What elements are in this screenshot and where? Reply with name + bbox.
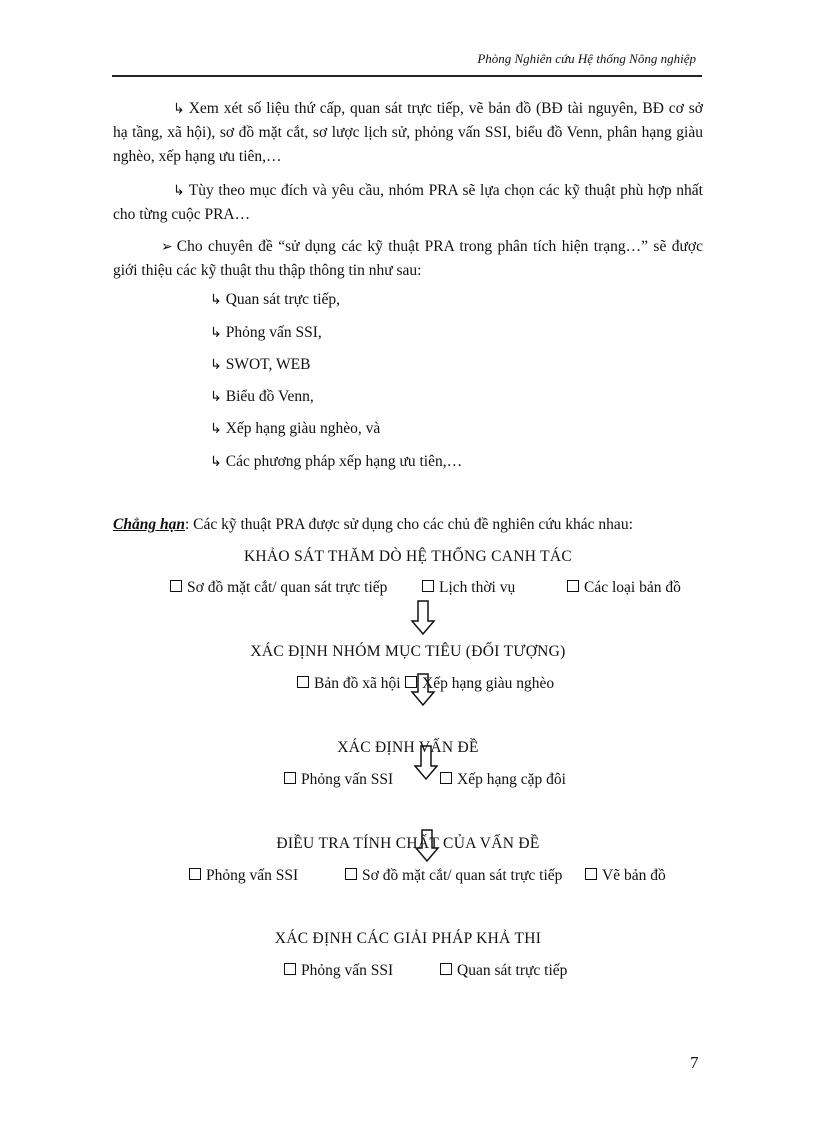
list-item-text: Biểu đồ Venn,	[225, 388, 314, 405]
down-arrow-icon	[414, 829, 440, 863]
hooked-arrow-icon: ↳	[210, 454, 222, 470]
list-item-text: Phỏng vấn SSI,	[225, 324, 322, 341]
list-item-text: Quan sát trực tiếp,	[225, 291, 341, 308]
paragraph-1	[113, 97, 703, 169]
list-item-text: SWOT, WEB	[225, 356, 311, 373]
flow-option-label: Phỏng vấn SSI	[206, 867, 299, 884]
flow-option	[297, 675, 401, 693]
flow-option	[422, 579, 515, 597]
list-item	[210, 453, 462, 471]
list-item-text: Xếp hạng giàu nghèo, và	[225, 420, 381, 437]
flow-option-label: Xếp hạng cặp đôi	[457, 771, 566, 788]
checkbox-icon	[297, 676, 309, 688]
arrowhead-icon: ➢	[161, 239, 173, 255]
flow-option-label: Sơ đồ mặt cắt/ quan sát trực tiếp	[187, 579, 388, 596]
flow-option-label: Bản đồ xã hội	[314, 675, 401, 692]
hooked-arrow-icon: ↳	[210, 389, 222, 405]
header-rule	[112, 75, 702, 77]
checkbox-icon	[422, 580, 434, 592]
down-arrow-icon	[410, 673, 436, 707]
flow-option	[567, 579, 681, 597]
flow-option-label: Vẽ bản đồ	[602, 867, 666, 884]
flow-option-label: Xếp hạng giàu nghèo	[422, 675, 555, 692]
flow-option-label: Các loại bản đồ	[584, 579, 681, 596]
hooked-arrow-icon: ↳	[210, 325, 222, 341]
page-number: 7	[690, 1053, 699, 1072]
checkbox-icon	[567, 580, 579, 592]
checkbox-icon	[440, 772, 452, 784]
list-item-text: Các phương pháp xếp hạng ưu tiên,…	[225, 453, 463, 470]
flow-step-title: KHẢO SÁT THĂM DÒ HỆ THỐNG CANH TÁC	[243, 548, 573, 565]
paragraph-2	[113, 179, 703, 227]
flow-option	[189, 867, 298, 885]
flow-option	[170, 579, 387, 597]
down-arrow-icon	[410, 600, 436, 636]
hooked-arrow-icon: ↳	[210, 421, 222, 437]
flow-option	[440, 962, 567, 980]
hooked-arrow-icon: ↳	[210, 292, 222, 308]
down-arrow-icon	[413, 745, 439, 781]
list-item	[210, 356, 310, 374]
paragraph-2-text: Tùy theo mục đích và yêu cầu, nhóm PRA sẽ lựa chọn các kỹ thuật phù hợp nhất cho từng cuộc PRA…	[113, 182, 703, 223]
example-label: Chẳng hạn	[113, 516, 185, 533]
flow-option-label: Phỏng vấn SSI	[301, 771, 394, 788]
flow-option	[345, 867, 562, 885]
list-item	[210, 291, 340, 309]
hooked-arrow-icon: ↳	[210, 357, 222, 373]
flow-option-label: Quan sát trực tiếp	[457, 962, 568, 979]
hooked-arrow-icon: ↳	[173, 101, 185, 117]
paragraph-3	[113, 235, 703, 283]
flow-option	[585, 867, 666, 885]
flow-option-label: Sơ đồ mặt cắt/ quan sát trực tiếp	[362, 867, 563, 884]
checkbox-icon	[585, 868, 597, 880]
hooked-arrow-icon: ↳	[173, 183, 185, 199]
flow-option	[284, 771, 393, 789]
flow-step-title: XÁC ĐỊNH NHÓM MỤC TIÊU (ĐỐI TƯỢNG)	[250, 643, 566, 660]
flow-step-title: ĐIỀU TRA TÍNH CHẤT CỦA VẤN ĐỀ	[276, 835, 540, 852]
paragraph-1-text: Xem xét số liệu thứ cấp, quan sát trực tiếp, vẽ bản đồ (BĐ tài nguyên, BĐ cơ sở hạ tầng, xã hội), sơ đồ mặt cắt, sơ lược lịch sử, phỏng vấn SSI, biểu đồ Venn, phân hạng giàu nghèo, xếp hạng ưu tiên,…	[113, 100, 703, 165]
flow-option	[284, 962, 393, 980]
example-intro	[113, 516, 633, 534]
running-header: Phòng Nghiên cứu Hệ thống Nông nghiệp	[477, 51, 696, 66]
list-item	[210, 388, 314, 406]
list-item	[210, 324, 322, 342]
paragraph-3-text: Cho chuyên đề “sử dụng các kỹ thuật PRA trong phân tích hiện trạng…” sẽ được giới thiệu các kỹ thuật thu thập thông tin như sau:	[113, 238, 703, 279]
flow-option	[440, 771, 566, 789]
list-item	[210, 420, 380, 438]
flow-option-label: Phỏng vấn SSI	[301, 962, 394, 979]
checkbox-icon	[189, 868, 201, 880]
checkbox-icon	[284, 772, 296, 784]
flow-step-title: XÁC ĐỊNH VẤN ĐỀ	[337, 739, 479, 756]
flow-option-label: Lịch thời vụ	[439, 579, 516, 596]
flow-step-title: XÁC ĐỊNH CÁC GIẢI PHÁP KHẢ THI	[274, 930, 542, 947]
checkbox-icon	[440, 963, 452, 975]
checkbox-icon	[345, 868, 357, 880]
example-text: : Các kỹ thuật PRA được sử dụng cho các chủ đề nghiên cứu khác nhau:	[184, 516, 633, 533]
checkbox-icon	[284, 963, 296, 975]
checkbox-icon	[170, 580, 182, 592]
